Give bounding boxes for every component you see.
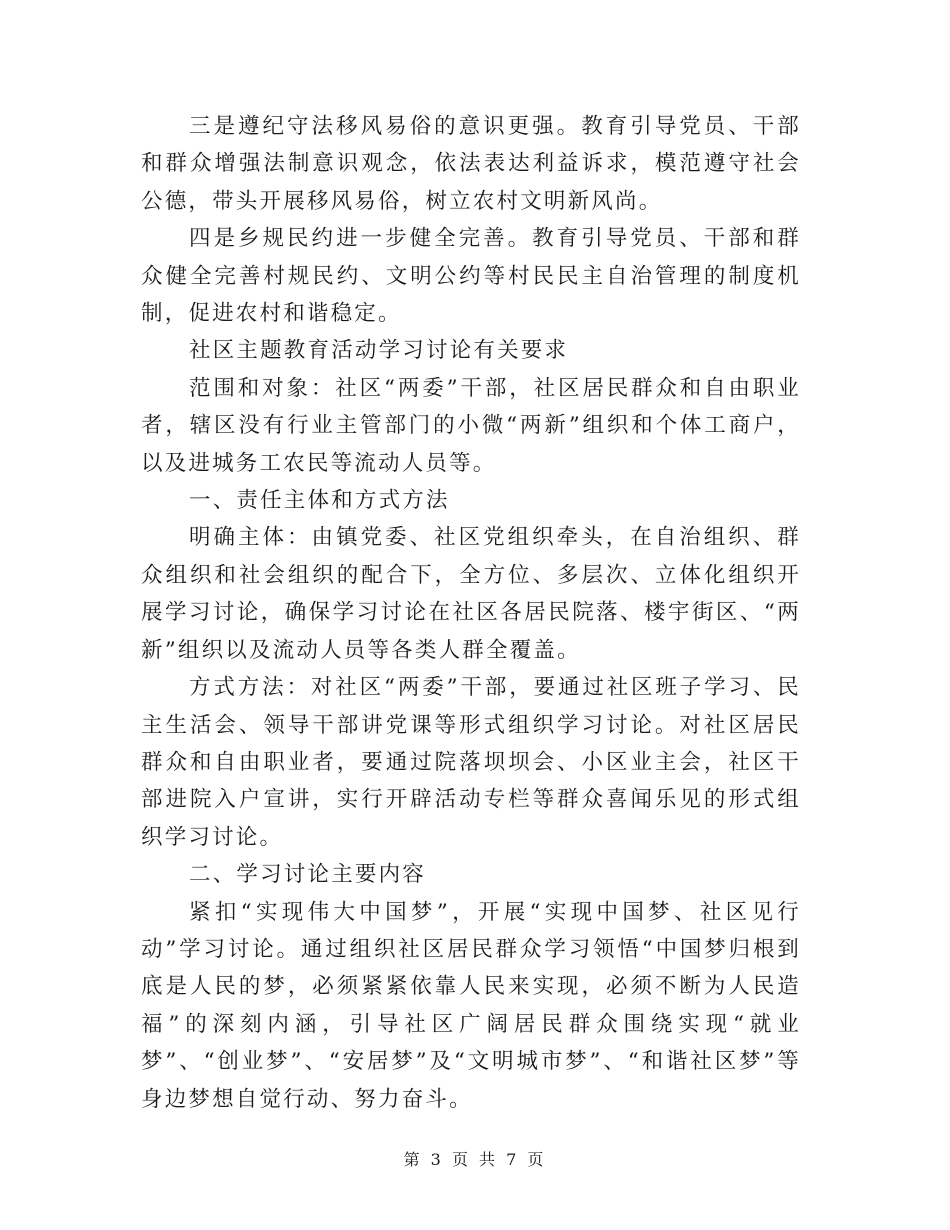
- section-title: 社区主题教育活动学习讨论有关要求: [189, 338, 569, 364]
- document-body: [141, 108, 801, 1118]
- paragraph-2: 四是乡规民约进一步健全完善。教育引导党员、干部和群众健全完善村规民约、文明公约等村民民主自治管理的制度机制，促进农村和谐稳定。: [141, 226, 801, 327]
- paragraph-methods: 方式方法：对社区“两委”干部，要通过社区班子学习、民主生活会、领导干部讲党课等形式组织学习讨论。对社区居民群众和自由职业者，要通过院落坝坝会、小区业主会，社区干部进院入户宣讲，实行开辟活动专栏等群众喜闻乐见的形式组织学习讨论。: [141, 675, 801, 850]
- paragraph-subject: 明确主体：由镇党委、社区党组织牵头，在自治组织、群众组织和社会组织的配合下，全方位、多层次、立体化组织开展学习讨论，确保学习讨论在社区各居民院落、楼宇街区、“两新”组织以及流动人员等各类人群全覆盖。: [141, 525, 801, 663]
- paragraph-content: 紧扣“实现伟大中国梦”，开展“实现中国梦、社区见行动”学习讨论。通过组织社区居民群众学习领悟“中国梦归根到底是人民的梦，必须紧紧依靠人民来实现，必须不断为人民造福”的深刻内涵，引导社区广阔居民群众围绕实现“就业梦”、“创业梦”、“安居梦”及“文明城市梦”、“和谐社区梦”等身边梦想自觉行动、努力奋斗。: [141, 899, 801, 1112]
- page-number: 第 3 页 共 7 页: [403, 1150, 547, 1169]
- heading-2: 二、学习讨论主要内容: [189, 862, 427, 888]
- heading-1: 一、责任主体和方式方法: [189, 488, 450, 514]
- paragraph-scope: 范围和对象：社区“两委”干部，社区居民群众和自由职业者，辖区没有行业主管部门的小微“两新”组织和个体工商户，以及进城务工农民等流动人员等。: [141, 375, 801, 476]
- paragraph-1: 三是遵纪守法移风易俗的意识更强。教育引导党员、干部和群众增强法制意识观念，依法表达利益诉求，模范遵守社会公德，带头开展移风易俗，树立农村文明新风尚。: [141, 114, 801, 214]
